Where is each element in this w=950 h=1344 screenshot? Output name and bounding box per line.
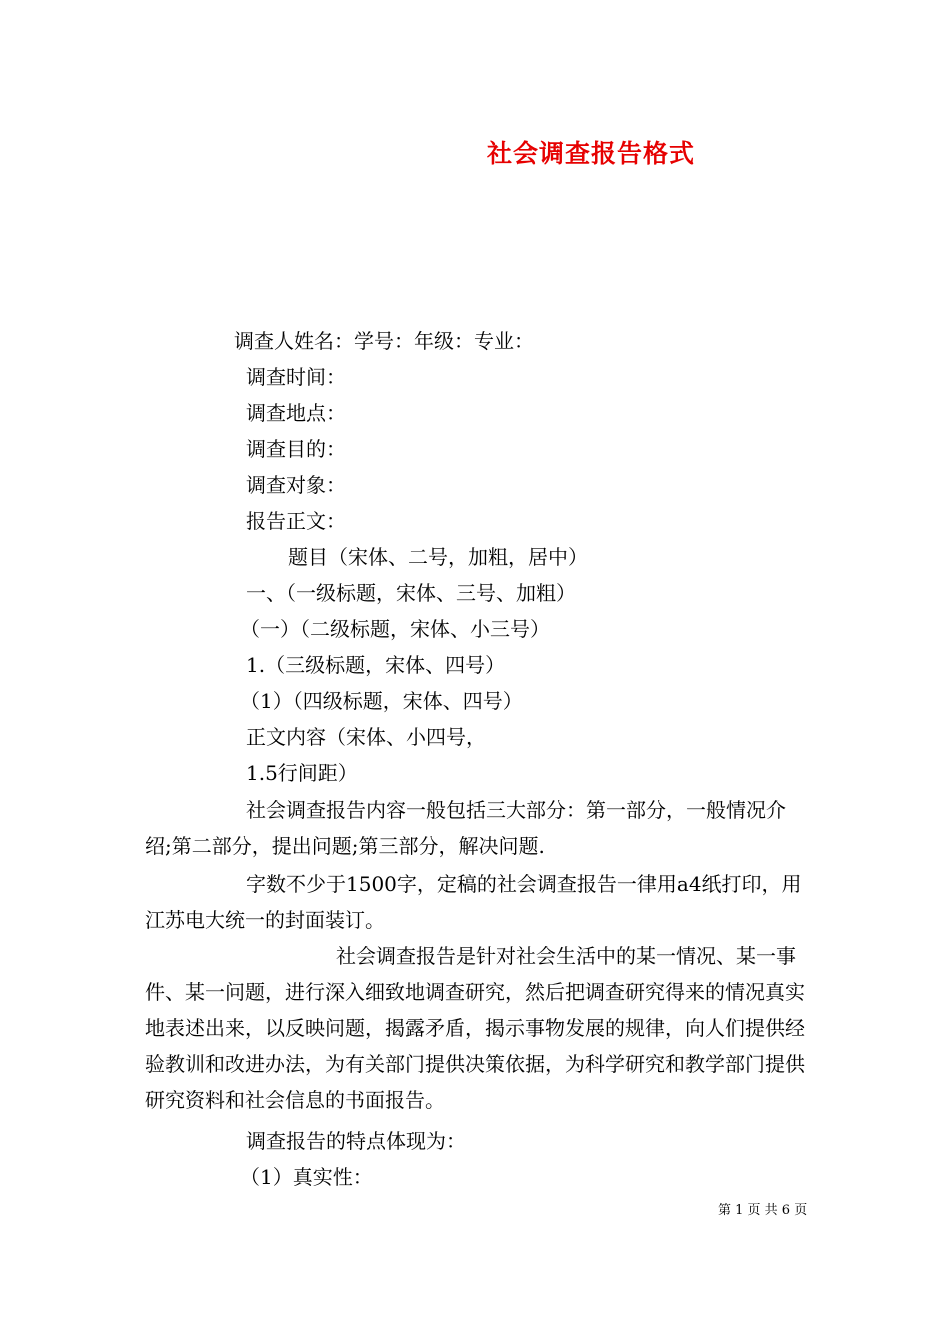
page-number-footer: 第 1 页 共 6 页 [718,1203,808,1218]
title-format-line: 题目（宋体、二号，加粗，居中） [288,545,588,569]
body-format-line-2: 1.5行间距） [246,761,358,785]
level1-format-line: 一、（一级标题，宋体、三号、加粗） [246,581,576,605]
level2-format-line: （一）（二级标题，宋体、小三号） [240,617,550,641]
survey-location-line: 调查地点： [246,401,346,425]
paragraph-definition: 社会调查报告是针对社会生活中的某一情况、某一事件、某一问题，进行深入细致地调查研究，然后把调查研究得来的情况真实地表述出来，以反映问题，揭露矛盾，揭示事物发展的规律，向人们提供经验教训和改进办法，为有关部门提供决策依据，为科学研究和教学部门提供研究资料和社会信息的书面报告。 [145,944,805,1112]
feature-authenticity: （1）真实性： [240,1165,373,1189]
survey-time-line: 调查时间： [246,365,346,389]
features-heading: 调查报告的特点体现为： [246,1129,466,1153]
paragraph-structure: 社会调查报告内容一般包括三大部分：第一部分，一般情况介绍;第二部分，提出问题;第三部分，解决问题. [145,798,786,858]
paragraph-word-count: 字数不少于1500字，定稿的社会调查报告一律用a4纸打印，用江苏电大统一的封面装订。 [145,872,802,932]
report-body-label: 报告正文： [246,509,346,533]
level4-format-line: （1）（四级标题，宋体、四号） [240,689,523,713]
page-title: 社会调查报告格式 [487,139,696,168]
level3-format-line: 1.（三级标题，宋体、四号） [246,653,506,677]
surveyor-info-line: 调查人姓名：学号：年级：专业： [234,329,534,353]
survey-target-line: 调查对象： [246,473,346,497]
survey-purpose-line: 调查目的： [246,437,346,461]
body-format-line-1: 正文内容（宋体、小四号， [246,725,486,749]
